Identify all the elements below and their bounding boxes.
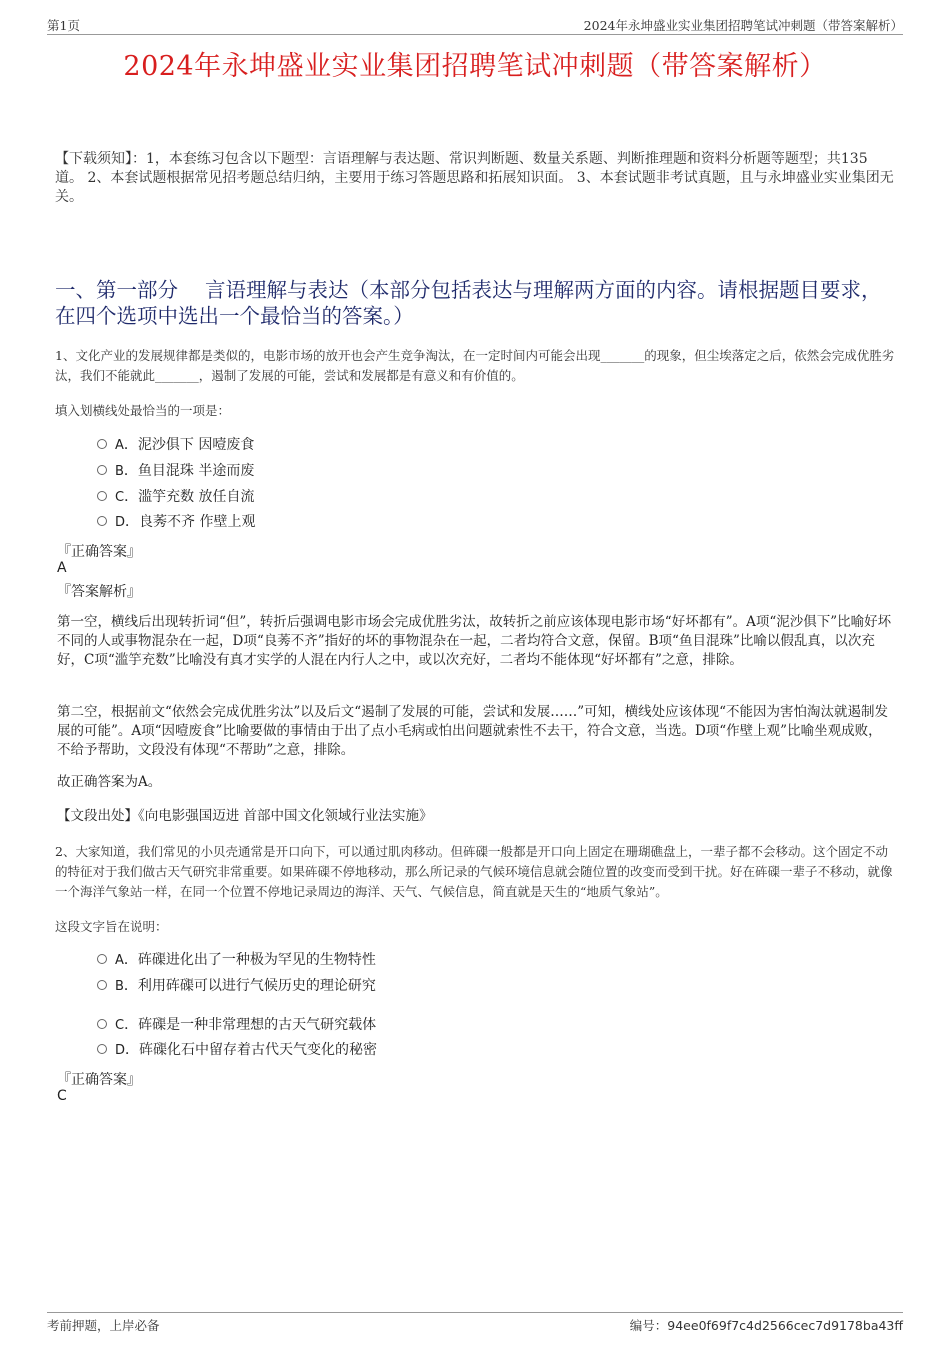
radio-icon[interactable] [97, 1044, 107, 1054]
question-2-answer: C [57, 1088, 67, 1104]
radio-icon[interactable] [97, 980, 107, 990]
question-2-stem: 2、大家知道，我们常见的小贝壳通常是开口向下，可以通过肌肉移动。但砗磲一般都是开口向上固定在珊瑚礁盘上，一辈子都不会移动。这个固定不动的特征对于我们做古天气研究非常重要。如果砗磲不停地移动，那么所记录的气候环境信息就会随位置的改变而受到干扰。好在砗磲一辈子不移动，就像一个海洋气象站一样，在同一个位置不停地记录周边的海洋、天气、气候信息，简直就是天生的“地质气象站”。 [55, 844, 893, 899]
page-footer [47, 1312, 903, 1333]
footer-motto: 考前押题，上岸必备 [47, 1318, 160, 1333]
question-2-answer-label: 『正确答案』 [57, 1072, 141, 1088]
section-heading: 一、第一部分 言语理解与表达（本部分包括表达与理解两方面的内容。请根据题目要求，在四个选项中选出一个最恰当的答案。） [55, 278, 882, 328]
question-1-answer: A [57, 560, 67, 576]
radio-icon[interactable] [97, 491, 107, 501]
question-1-analysis-p1: 第一空，横线后出现转折词“但”，转折后强调电影市场会完成优胜劣汰，故转折之前应该体现电影市场“好坏都有”。A项“泥沙俱下”比喻好坏不同的人或事物混杂在一起，D项“良莠不齐”指好的坏的事物混杂在一起，二者均符合文意，保留。B项“鱼目混珠”比喻以假乱真，以次充好，C项“滥竽充数”比喻没有真才实学的人混在内行人之中，或以次充好，二者均不能体现“好坏都有”之意，排除。 [57, 614, 892, 668]
question-1-source: 【文段出处】《向电影强国迈进 首部中国文化领域行业法实施》 [57, 808, 433, 824]
question-2-option-d[interactable]: D．砗磲化石中留存着古代天气变化的秘密 [97, 1040, 377, 1060]
download-notice: 【下载须知】：1，本套练习包含以下题型：言语理解与表达题、常识判断题、数量关系题、判断推理题和资料分析题等题型；共135道。 2、本套试题根据常见招考题总结归纳，主要用于练习答题思路和拓展知识面。 3、本套试题非考试真题，且与永坤盛业实业集团无关。 [55, 151, 894, 205]
question-2-option-a[interactable]: A．砗磲进化出了一种极为罕见的生物特性 [97, 950, 376, 970]
question-2-option-b[interactable]: B．利用砗磲可以进行气候历史的理论研究 [97, 976, 376, 996]
question-1-analysis-label: 『答案解析』 [57, 584, 141, 600]
page-number: 第1页 [47, 18, 80, 33]
question-2-prompt: 这段文字旨在说明： [55, 919, 168, 934]
radio-icon[interactable] [97, 465, 107, 475]
question-1-analysis-conclusion: 故正确答案为A。 [57, 774, 162, 790]
question-1-prompt: 填入划横线处最恰当的一项是： [55, 403, 231, 418]
footer-code: 编号：94ee0f69f7c4d2566cec7d9178ba43ff [629, 1318, 903, 1333]
page-header [47, 14, 903, 35]
question-2-option-c[interactable]: C．砗磲是一种非常理想的古天气研究载体 [97, 1015, 376, 1035]
radio-icon[interactable] [97, 516, 107, 526]
radio-icon[interactable] [97, 954, 107, 964]
question-1-option-b[interactable]: B．鱼目混珠 半途而废 [97, 461, 254, 481]
question-1-answer-label: 『正确答案』 [57, 544, 141, 560]
question-1-option-c[interactable]: C．滥竽充数 放任自流 [97, 487, 255, 507]
question-1-stem: 1、文化产业的发展规律都是类似的，电影市场的放开也会产生竞争淘汰，在一定时间内可能会出现_______的现象，但尘埃落定之后，依然会完成优胜劣汰，我们不能就此_______，遏制了发展的可能，尝试和发展都是有意义和有价值的。 [55, 348, 895, 383]
question-1-option-a[interactable]: A．泥沙俱下 因噎废食 [97, 435, 254, 455]
question-1-option-d[interactable]: D．良莠不齐 作壁上观 [97, 512, 255, 532]
header-doc-title: 2024年永坤盛业实业集团招聘笔试冲刺题（带答案解析） [583, 18, 903, 33]
radio-icon[interactable] [97, 439, 107, 449]
question-1-analysis-p2: 第二空，根据前文“依然会完成优胜劣汰”以及后文“遏制了发展的可能，尝试和发展……”可知，横线处应该体现“不能因为害怕淘汰就遏制发展的可能”。A项“因噎废食”比喻要做的事情由于出了点小毛病或怕出问题就索性不去干，符合文意，当选。D项“作壁上观”比喻坐观成败，不给予帮助，文段没有体现“不帮助”之意，排除。 [57, 704, 889, 758]
page-title: 2024年永坤盛业实业集团招聘笔试冲刺题（带答案解析） [123, 51, 827, 82]
radio-icon[interactable] [97, 1019, 107, 1029]
